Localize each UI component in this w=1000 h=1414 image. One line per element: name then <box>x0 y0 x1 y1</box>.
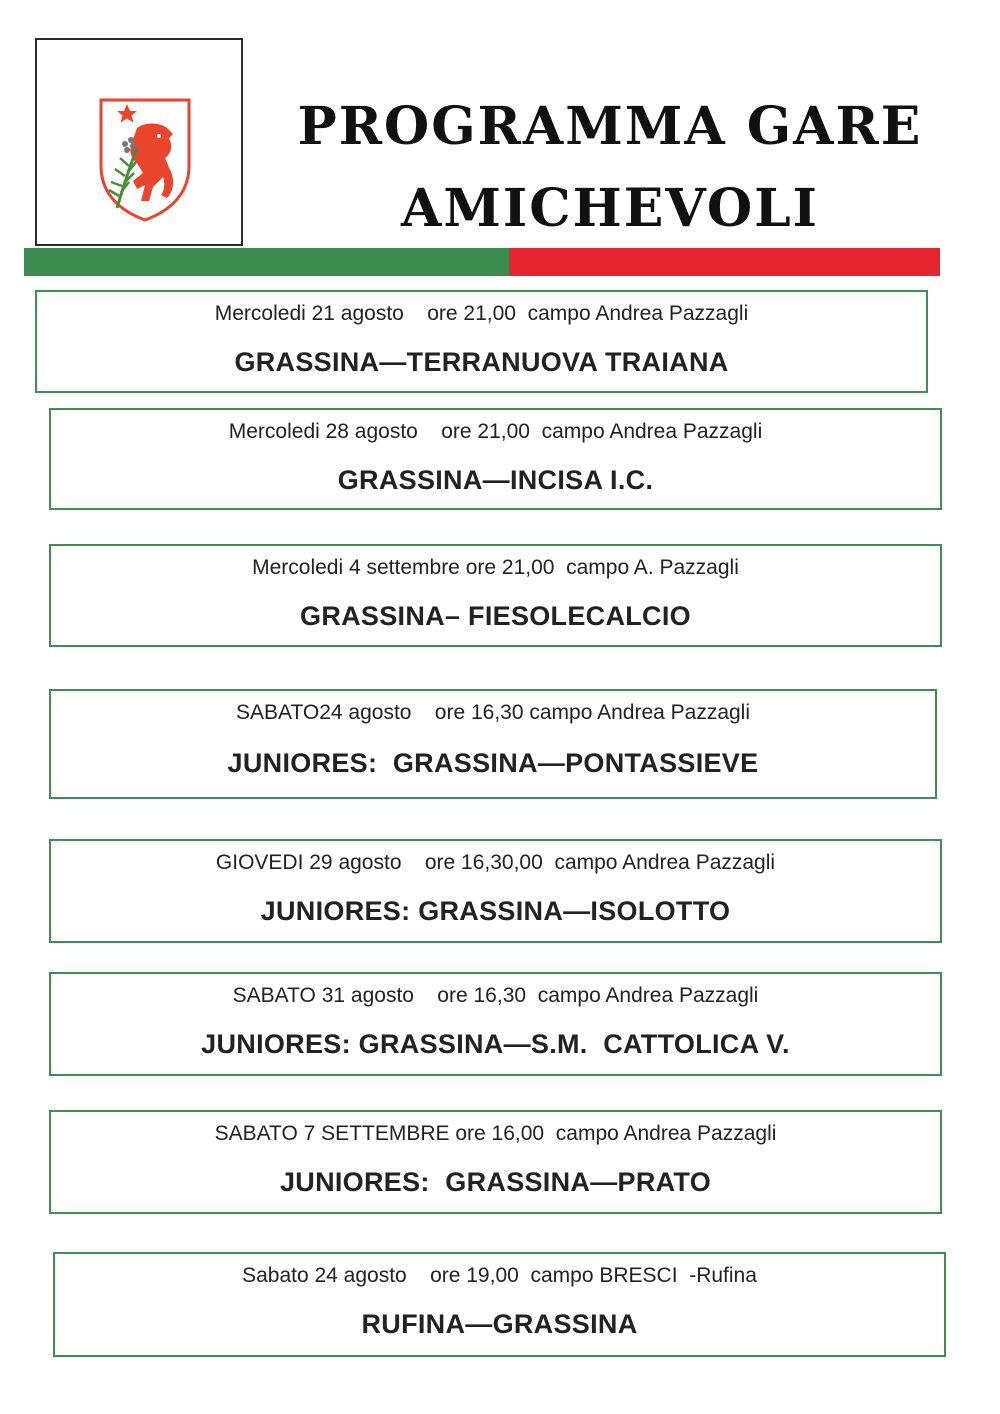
match-teams: JUNIORES: GRASSINA—PRATO <box>279 1167 712 1197</box>
match-info: GIOVEDI 29 agosto ore 16,30,00 campo Andrea Pazzagli <box>215 851 776 874</box>
match-info: Mercoledi 28 agosto ore 21,00 campo Andrea Pazzagli <box>228 420 763 443</box>
match-card <box>49 1110 942 1214</box>
match-teams: GRASSINA– FIESOLECALCIO <box>300 601 691 631</box>
match-teams: GRASSINA—INCISA I.C. <box>337 465 654 495</box>
match-teams: JUNIORES: GRASSINA—S.M. CATTOLICA V. <box>201 1029 790 1059</box>
match-card <box>35 290 928 393</box>
match-card <box>49 839 942 943</box>
match-info: Mercoledi 21 agosto ore 21,00 campo Andrea Pazzagli <box>214 302 749 325</box>
match-teams: GRASSINA—TERRANUOVA TRAIANA <box>234 347 729 377</box>
page-title-line-2: AMICHEVOLI <box>401 178 819 239</box>
match-info: Mercoledi 4 settembre ore 21,00 campo A. Pazzagli <box>252 556 739 579</box>
club-crest-lion-icon <box>97 96 193 222</box>
match-info: SABATO24 agosto ore 16,30 campo Andrea Pazzagli <box>235 701 751 724</box>
band-red <box>509 248 940 276</box>
match-info: Sabato 24 agosto ore 19,00 campo BRESCI -Rufina <box>242 1264 757 1287</box>
match-info: SABATO 31 agosto ore 16,30 campo Andrea Pazzagli <box>232 984 759 1007</box>
match-card <box>53 1252 946 1357</box>
match-card <box>49 408 942 510</box>
match-teams: RUFINA—GRASSINA <box>361 1309 638 1339</box>
match-teams: JUNIORES: GRASSINA—PONTASSIEVE <box>227 748 759 778</box>
flag-band <box>24 248 940 276</box>
match-card <box>49 972 942 1076</box>
match-teams: JUNIORES: GRASSINA—ISOLOTTO <box>260 896 731 926</box>
page-title-line-1: PROGRAMMA GARE <box>297 96 923 157</box>
match-info: SABATO 7 SETTEMBRE ore 16,00 campo Andrea Pazzagli <box>214 1122 777 1145</box>
match-card <box>49 689 937 799</box>
logo-frame <box>35 38 243 246</box>
match-card <box>49 544 942 647</box>
band-green <box>24 248 509 276</box>
